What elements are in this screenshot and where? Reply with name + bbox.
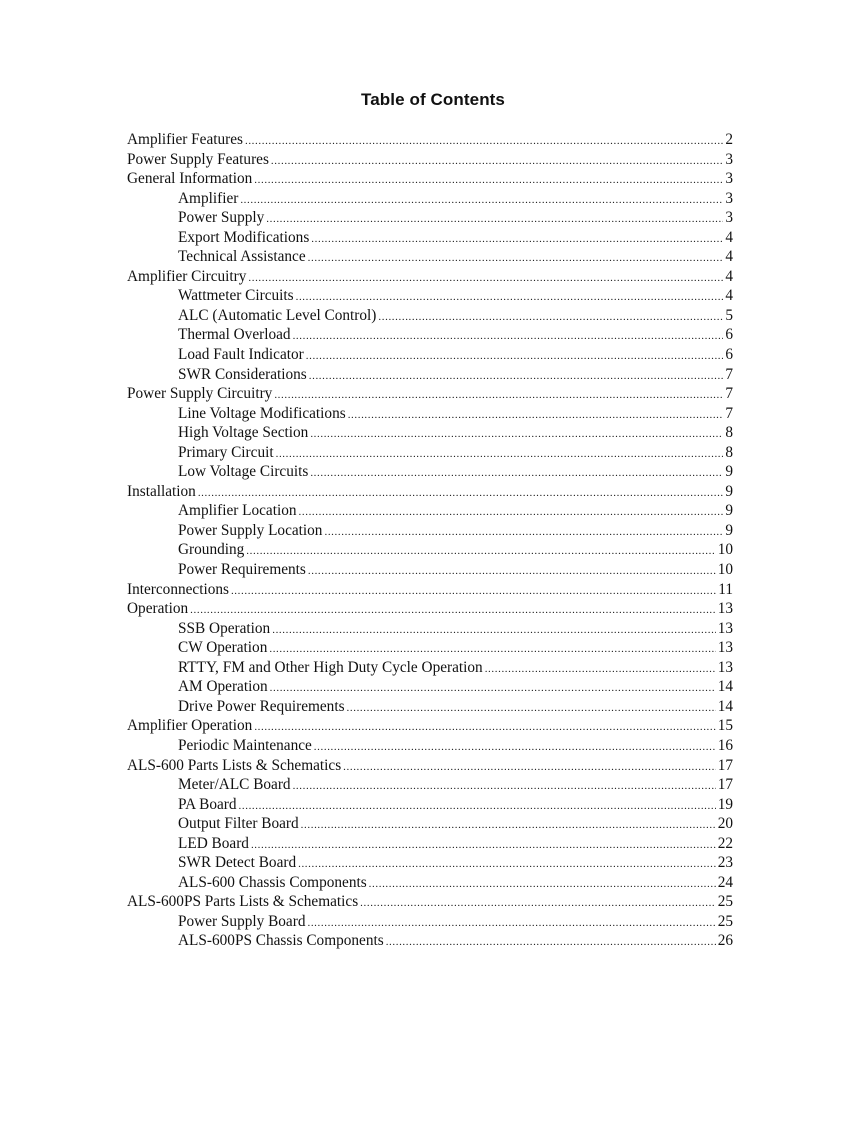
toc-entry-title: Power Supply Circuitry: [127, 385, 273, 403]
toc-page-number: 14: [717, 697, 733, 715]
toc-entry-title: General Information: [127, 170, 253, 188]
dot-leader: [343, 758, 716, 776]
dot-leader: [310, 464, 723, 482]
dot-leader: [293, 327, 724, 345]
dot-leader: [239, 797, 716, 815]
toc-page-number: 13: [717, 619, 733, 637]
dot-leader: [274, 386, 723, 404]
dot-leader: [245, 132, 723, 150]
toc-page-number: 14: [717, 678, 733, 696]
toc-entry-title: Load Fault Indicator: [178, 346, 304, 364]
toc-entry-title: Power Supply Features: [127, 150, 269, 168]
toc-page-number: 17: [717, 756, 733, 774]
toc-page-number: 6: [725, 346, 733, 364]
toc-subentry[interactable]: [127, 795, 733, 815]
dot-leader: [296, 288, 724, 306]
toc-subentry[interactable]: [127, 208, 733, 228]
dot-leader: [301, 816, 716, 834]
toc-subentry[interactable]: [127, 228, 733, 248]
toc-entry-title: Periodic Maintenance: [178, 736, 312, 754]
toc-subentry[interactable]: [127, 619, 733, 639]
toc-subentry[interactable]: [127, 658, 733, 678]
page-title: Table of Contents: [361, 90, 505, 109]
toc-subentry[interactable]: [127, 404, 733, 424]
toc-entry-title: ALS-600 Parts Lists & Schematics: [127, 756, 342, 774]
toc-entry-title: Export Modifications: [178, 228, 310, 246]
toc-page-number: 4: [725, 267, 733, 285]
toc-entry[interactable]: [127, 599, 733, 619]
toc-subentry[interactable]: [127, 697, 733, 717]
toc-entry-title: Interconnections: [127, 580, 229, 598]
toc-entry-title: Grounding: [178, 541, 245, 559]
toc-subentry[interactable]: [127, 247, 733, 267]
dot-leader: [246, 542, 715, 560]
toc-entry-title: Installation: [127, 482, 196, 500]
dot-leader: [240, 191, 723, 209]
toc-entry[interactable]: [127, 756, 733, 776]
dot-leader: [270, 679, 716, 697]
toc-entry-title: Power Supply: [178, 209, 265, 227]
table-of-contents: [127, 130, 733, 951]
toc-subentry[interactable]: [127, 834, 733, 854]
toc-subentry[interactable]: [127, 325, 733, 345]
toc-page-number: 9: [725, 502, 733, 520]
toc-page-number: 7: [725, 385, 733, 403]
dot-leader: [307, 914, 715, 932]
toc-entry-title: Wattmeter Circuits: [178, 287, 294, 305]
toc-subentry[interactable]: [127, 931, 733, 951]
dot-leader: [369, 875, 716, 893]
dot-leader: [248, 269, 723, 287]
toc-entry-title: Operation: [127, 600, 189, 618]
toc-entry-title: RTTY, FM and Other High Duty Cycle Operation: [178, 658, 483, 676]
dot-leader: [251, 836, 716, 854]
toc-entry-title: Power Supply Board: [178, 912, 306, 930]
toc-subentry[interactable]: [127, 912, 733, 932]
toc-subentry[interactable]: [127, 638, 733, 658]
toc-entry-title: SWR Detect Board: [178, 854, 297, 872]
toc-page-number: 13: [717, 600, 733, 618]
dot-leader: [348, 406, 724, 424]
toc-entry-title: Line Voltage Modifications: [178, 404, 346, 422]
toc-page-number: 5: [725, 306, 733, 324]
toc-subentry[interactable]: [127, 345, 733, 365]
toc-page-number: 9: [725, 521, 733, 539]
toc-page-number: 8: [725, 443, 733, 461]
toc-entry-title: ALS-600PS Chassis Components: [178, 932, 384, 950]
toc-page-number: 3: [725, 170, 733, 188]
dot-leader: [485, 660, 716, 678]
dot-leader: [310, 425, 723, 443]
toc-page-number: 7: [725, 404, 733, 422]
toc-entry-title: SWR Considerations: [178, 365, 307, 383]
dot-leader: [314, 738, 716, 756]
dot-leader: [378, 308, 723, 326]
dot-leader: [386, 933, 716, 951]
toc-entry-title: CW Operation: [178, 639, 268, 657]
toc-page-number: 11: [718, 580, 733, 598]
dot-leader: [266, 210, 723, 228]
toc-entry-title: Technical Assistance: [178, 248, 306, 266]
toc-page-number: 22: [717, 834, 733, 852]
dot-leader: [324, 523, 723, 541]
toc-subentry[interactable]: [127, 853, 733, 873]
toc-page-number: 13: [717, 658, 733, 676]
toc-entry-title: Amplifier Operation: [127, 717, 253, 735]
toc-page-number: 17: [717, 776, 733, 794]
toc-entry-title: Power Requirements: [178, 561, 306, 579]
dot-leader: [347, 699, 716, 717]
toc-subentry[interactable]: [127, 873, 733, 893]
toc-page-number: 26: [717, 932, 733, 950]
toc-entry[interactable]: [127, 580, 733, 600]
toc-page-number: 19: [717, 795, 733, 813]
toc-entry[interactable]: [127, 150, 733, 170]
toc-page-number: 9: [725, 463, 733, 481]
toc-entry[interactable]: [127, 130, 733, 150]
toc-subentry[interactable]: [127, 677, 733, 697]
dot-leader: [308, 562, 716, 580]
dot-leader: [308, 249, 724, 267]
dot-leader: [269, 640, 715, 658]
toc-subentry[interactable]: [127, 501, 733, 521]
toc-page-number: 24: [717, 873, 733, 891]
toc-subentry[interactable]: [127, 306, 733, 326]
toc-subentry[interactable]: [127, 443, 733, 463]
toc-entry-title: High Voltage Section: [178, 424, 309, 442]
toc-page-number: 4: [725, 228, 733, 246]
toc-entry[interactable]: [127, 482, 733, 502]
toc-page-number: 4: [725, 248, 733, 266]
toc-subentry[interactable]: [127, 286, 733, 306]
toc-page-number: 10: [717, 541, 733, 559]
toc-page-number: 9: [725, 482, 733, 500]
toc-entry-title: Thermal Overload: [178, 326, 291, 344]
toc-subentry[interactable]: [127, 814, 733, 834]
toc-page-number: 25: [717, 893, 733, 911]
toc-entry[interactable]: [127, 384, 733, 404]
toc-subentry[interactable]: [127, 736, 733, 756]
dot-leader: [271, 152, 723, 170]
toc-entry-title: LED Board: [178, 834, 249, 852]
toc-subentry[interactable]: [127, 365, 733, 385]
toc-subentry[interactable]: [127, 462, 733, 482]
toc-subentry[interactable]: [127, 560, 733, 580]
toc-subentry[interactable]: [127, 521, 733, 541]
toc-entry-title: Power Supply Location: [178, 521, 323, 539]
toc-entry-title: Amplifier Features: [127, 131, 243, 148]
dot-leader: [306, 347, 724, 365]
toc-page-number: 10: [717, 561, 733, 579]
toc-entry[interactable]: [127, 716, 733, 736]
dot-leader: [298, 855, 716, 873]
toc-entry-title: ALS-600 Chassis Components: [178, 873, 367, 891]
toc-page-number: 3: [725, 189, 733, 207]
toc-page-number: 6: [725, 326, 733, 344]
toc-subentry[interactable]: [127, 775, 733, 795]
dot-leader: [293, 777, 716, 795]
dot-leader: [190, 601, 716, 619]
toc-entry[interactable]: [127, 267, 733, 287]
toc-entry-title: AM Operation: [178, 678, 268, 696]
toc-entry-title: ALS-600PS Parts Lists & Schematics: [127, 893, 359, 911]
toc-page-number: 13: [717, 639, 733, 657]
dot-leader: [198, 484, 724, 502]
toc-page-number: 23: [717, 854, 733, 872]
toc-entry-title: Meter/ALC Board: [178, 776, 291, 794]
toc-entry-title: Drive Power Requirements: [178, 697, 345, 715]
toc-entry-title: Low Voltage Circuits: [178, 463, 309, 481]
toc-entry-title: Amplifier: [178, 189, 239, 207]
dot-leader: [231, 582, 716, 600]
dot-leader: [272, 621, 715, 639]
toc-subentry[interactable]: [127, 189, 733, 209]
dot-leader: [311, 230, 723, 248]
dot-leader: [309, 367, 724, 385]
toc-entry-title: ALC (Automatic Level Control): [178, 306, 377, 324]
toc-page-number: 7: [725, 365, 733, 383]
toc-entry[interactable]: [127, 169, 733, 189]
dot-leader: [254, 718, 715, 736]
dot-leader: [360, 894, 716, 912]
dot-leader: [254, 171, 723, 189]
toc-page-number: 3: [725, 150, 733, 168]
toc-page-number: 8: [725, 424, 733, 442]
toc-entry-title: SSB Operation: [178, 619, 271, 637]
dot-leader: [299, 503, 724, 521]
toc-subentry[interactable]: [127, 423, 733, 443]
dot-leader: [276, 445, 724, 463]
toc-page-number: 15: [717, 717, 733, 735]
toc-entry-title: Output Filter Board: [178, 815, 299, 833]
toc-subentry[interactable]: [127, 540, 733, 560]
toc-entry-title: Amplifier Location: [178, 502, 297, 520]
toc-page-number: 2: [725, 131, 733, 148]
toc-entry-title: Primary Circuit: [178, 443, 274, 461]
toc-page-number: 3: [725, 209, 733, 227]
toc-entry[interactable]: [127, 892, 733, 912]
toc-page-number: 20: [717, 815, 733, 833]
toc-page-number: 16: [717, 736, 733, 754]
toc-page-number: 25: [717, 912, 733, 930]
toc-page-number: 4: [725, 287, 733, 305]
toc-entry-title: PA Board: [178, 795, 237, 813]
toc-entry-title: Amplifier Circuitry: [127, 267, 247, 285]
